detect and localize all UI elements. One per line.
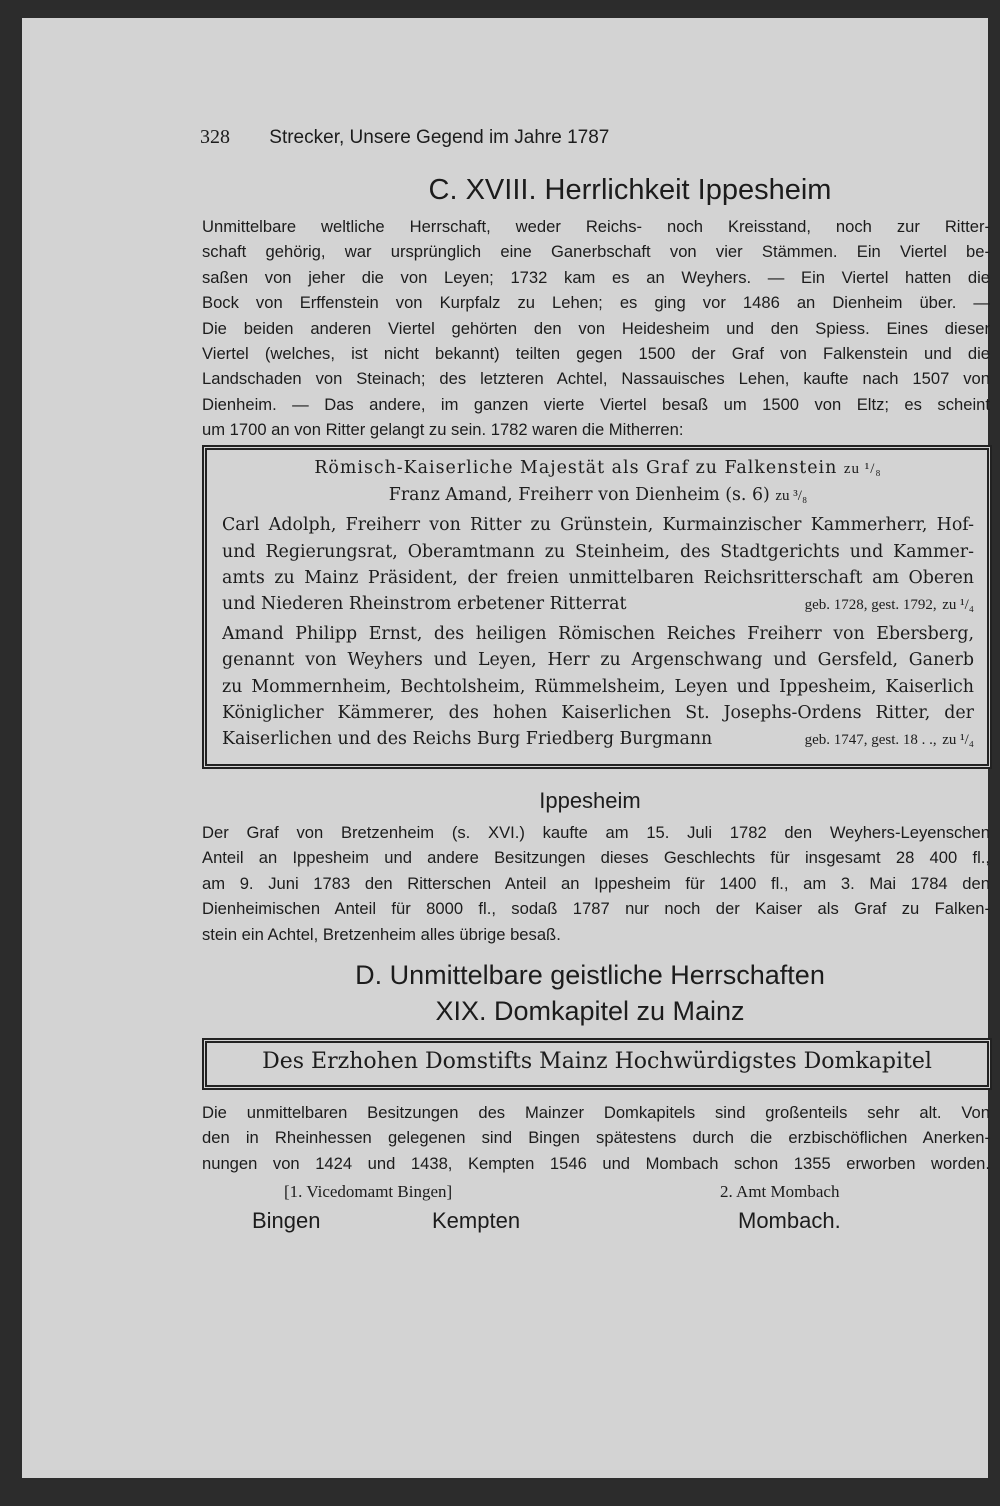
share: zu ¹/₄: [942, 597, 974, 614]
mitherr-line: [222, 455, 974, 482]
amt-bingen-label: [1. Vicedomamt Bingen]: [284, 1182, 453, 1201]
section-d-title: D. Unmittelbare geistliche Herrschaften: [355, 960, 825, 990]
text-line: Landschaden von Steinach; des letzteren Achtel, Nassauisches Lehen, kaufte nach 1507 von: [202, 369, 990, 389]
text-line: Dienheim. — Das andere, im ganzen vierte Viertel besaß um 1500 von Eltz; es scheint: [202, 394, 990, 414]
amand-last-line: [222, 726, 974, 753]
text-line: Der Graf von Bretzenheim (s. XVI.) kaufte am 15. Juli 1782 den Weyhers-Leyenschen: [202, 823, 990, 842]
ippesheim-paragraph: [202, 820, 990, 947]
text-line: Viertel (welches, ist nicht bekannt) teilten gegen 1500 der Graf von Falkenstein und die: [202, 344, 990, 364]
book-page: [22, 18, 988, 1478]
text-line: stein ein Achtel, Bretzenheim alles übrige besaß.: [202, 924, 561, 944]
share: zu ¹/₈: [843, 461, 882, 477]
section-c-paragraph: [202, 214, 990, 443]
text-line: den in Rheinhessen gelegenen sind Bingen spätestens durch die erzbischöflichen Anerken-: [202, 1128, 990, 1148]
text-line: und Regierungsrat, Oberamtmann zu Steinheim, des Stadtgerichts und Kammer-: [222, 541, 974, 562]
text-line: Bock von Erffenstein von Kurpfalz zu Lehen; es ging vor 1486 an Dienheim über. —: [202, 293, 990, 313]
page-number: 328: [200, 126, 230, 148]
text-line: Amand Philipp Ernst, des heiligen Römischen Reiches Freiherr von Ebersberg,: [222, 624, 974, 645]
amand-entry: [222, 621, 974, 726]
dates: geb. 1747, gest. 18 . .,: [804, 732, 937, 749]
text-line: Kaiserlichen und des Reichs Burg Friedberg Burgmann: [222, 729, 713, 750]
section-c-title: C. XVIII. Herrlichkeit Ippesheim: [428, 174, 832, 206]
text-line: Königlicher Kämmerer, des hohen Kaiserlichen St. Josephs-Ordens Ritter, der: [222, 702, 974, 723]
place-kempten: Kempten: [432, 1208, 521, 1233]
text-line: zu Mommernheim, Bechtolsheim, Rümmelsheim, Leyen und Ippesheim, Kaiserlich: [222, 676, 974, 697]
place-mombach: Mombach.: [738, 1208, 841, 1233]
text-line: Anteil an Ippesheim und andere Besitzungen dieses Geschlechts für insgesamt 28 400 fl.,: [202, 848, 990, 868]
text-line: Dienheimischen Anteil für 8000 fl., sodaß 1787 nur noch der Kaiser als Graf zu Falken-: [202, 899, 990, 919]
amt-mombach-label: 2. Amt Mombach: [720, 1182, 840, 1201]
running-title: Strecker, Unsere Gegend im Jahre 1787: [269, 127, 610, 148]
place-bingen: Bingen: [252, 1208, 321, 1233]
section-d-subtitle: XIX. Domkapitel zu Mainz: [435, 996, 745, 1026]
text-line: saßen von jeher die von Leyen; 1732 kam es an Weyhers. — Ein Viertel hatten die: [202, 267, 990, 287]
domkapitel-box: [202, 1038, 992, 1090]
text-line: um 1700 an von Ritter gelangt zu sein. 1782 waren die Mitherren:: [202, 420, 684, 440]
share: zu ¹/₄: [942, 732, 974, 749]
line-text: Franz Amand, Freiherr von Dienheim (s. 6): [388, 485, 770, 506]
text-line: und Niederen Rheinstrom erbetener Ritterrat: [222, 594, 627, 615]
text-line: Carl Adolph, Freiherr von Ritter zu Grünstein, Kurmainzischer Kammerherr, Hof-: [222, 515, 974, 536]
line-text: Römisch-Kaiserliche Majestät als Graf zu Falkenstein: [314, 458, 838, 478]
domkapitel-title: Des Erzhohen Domstifts Mainz Hochwürdigstes Domkapitel: [262, 1049, 932, 1074]
dates: geb. 1728, gest. 1792,: [804, 597, 937, 614]
share: zu ³/₈: [775, 488, 808, 505]
carl-entry: [222, 512, 974, 591]
text-line: Die unmittelbaren Besitzungen des Mainzer Domkapitels sind großenteils sehr alt. Von: [202, 1103, 990, 1122]
text-line: genannt von Weyhers und Leyen, Herr zu Argenschwang und Gersfeld, Ganerb: [222, 650, 974, 671]
page-header: [200, 126, 609, 149]
section-d-paragraph: [202, 1100, 990, 1176]
text-line: am 9. Juni 1783 den Ritterschen Anteil an Ippesheim für 1400 fl., am 3. Mai 1784 den: [202, 873, 990, 893]
text-line: Unmittelbare weltliche Herrschaft, weder Reichs- noch Kreisstand, noch zur Ritter-: [202, 217, 990, 236]
text-line: nungen von 1424 und 1438, Kempten 1546 und Mombach schon 1355 erworben worden.: [202, 1153, 990, 1173]
text-line: schaft gehörig, war ursprünglich eine Ganerbschaft von vier Stämmen. Ein Viertel be-: [202, 242, 990, 262]
text-line: amts zu Mainz Präsident, der freien unmittelbaren Reichsritterschaft am Oberen: [222, 567, 974, 588]
text-line: Die beiden anderen Viertel gehörten den von Heidesheim und den Spiess. Eines dieser: [202, 318, 990, 338]
carl-last-line: [222, 591, 974, 618]
mitherr-line: [222, 482, 974, 509]
mitherren-box: [202, 445, 992, 769]
ippesheim-title: Ippesheim: [539, 788, 641, 813]
